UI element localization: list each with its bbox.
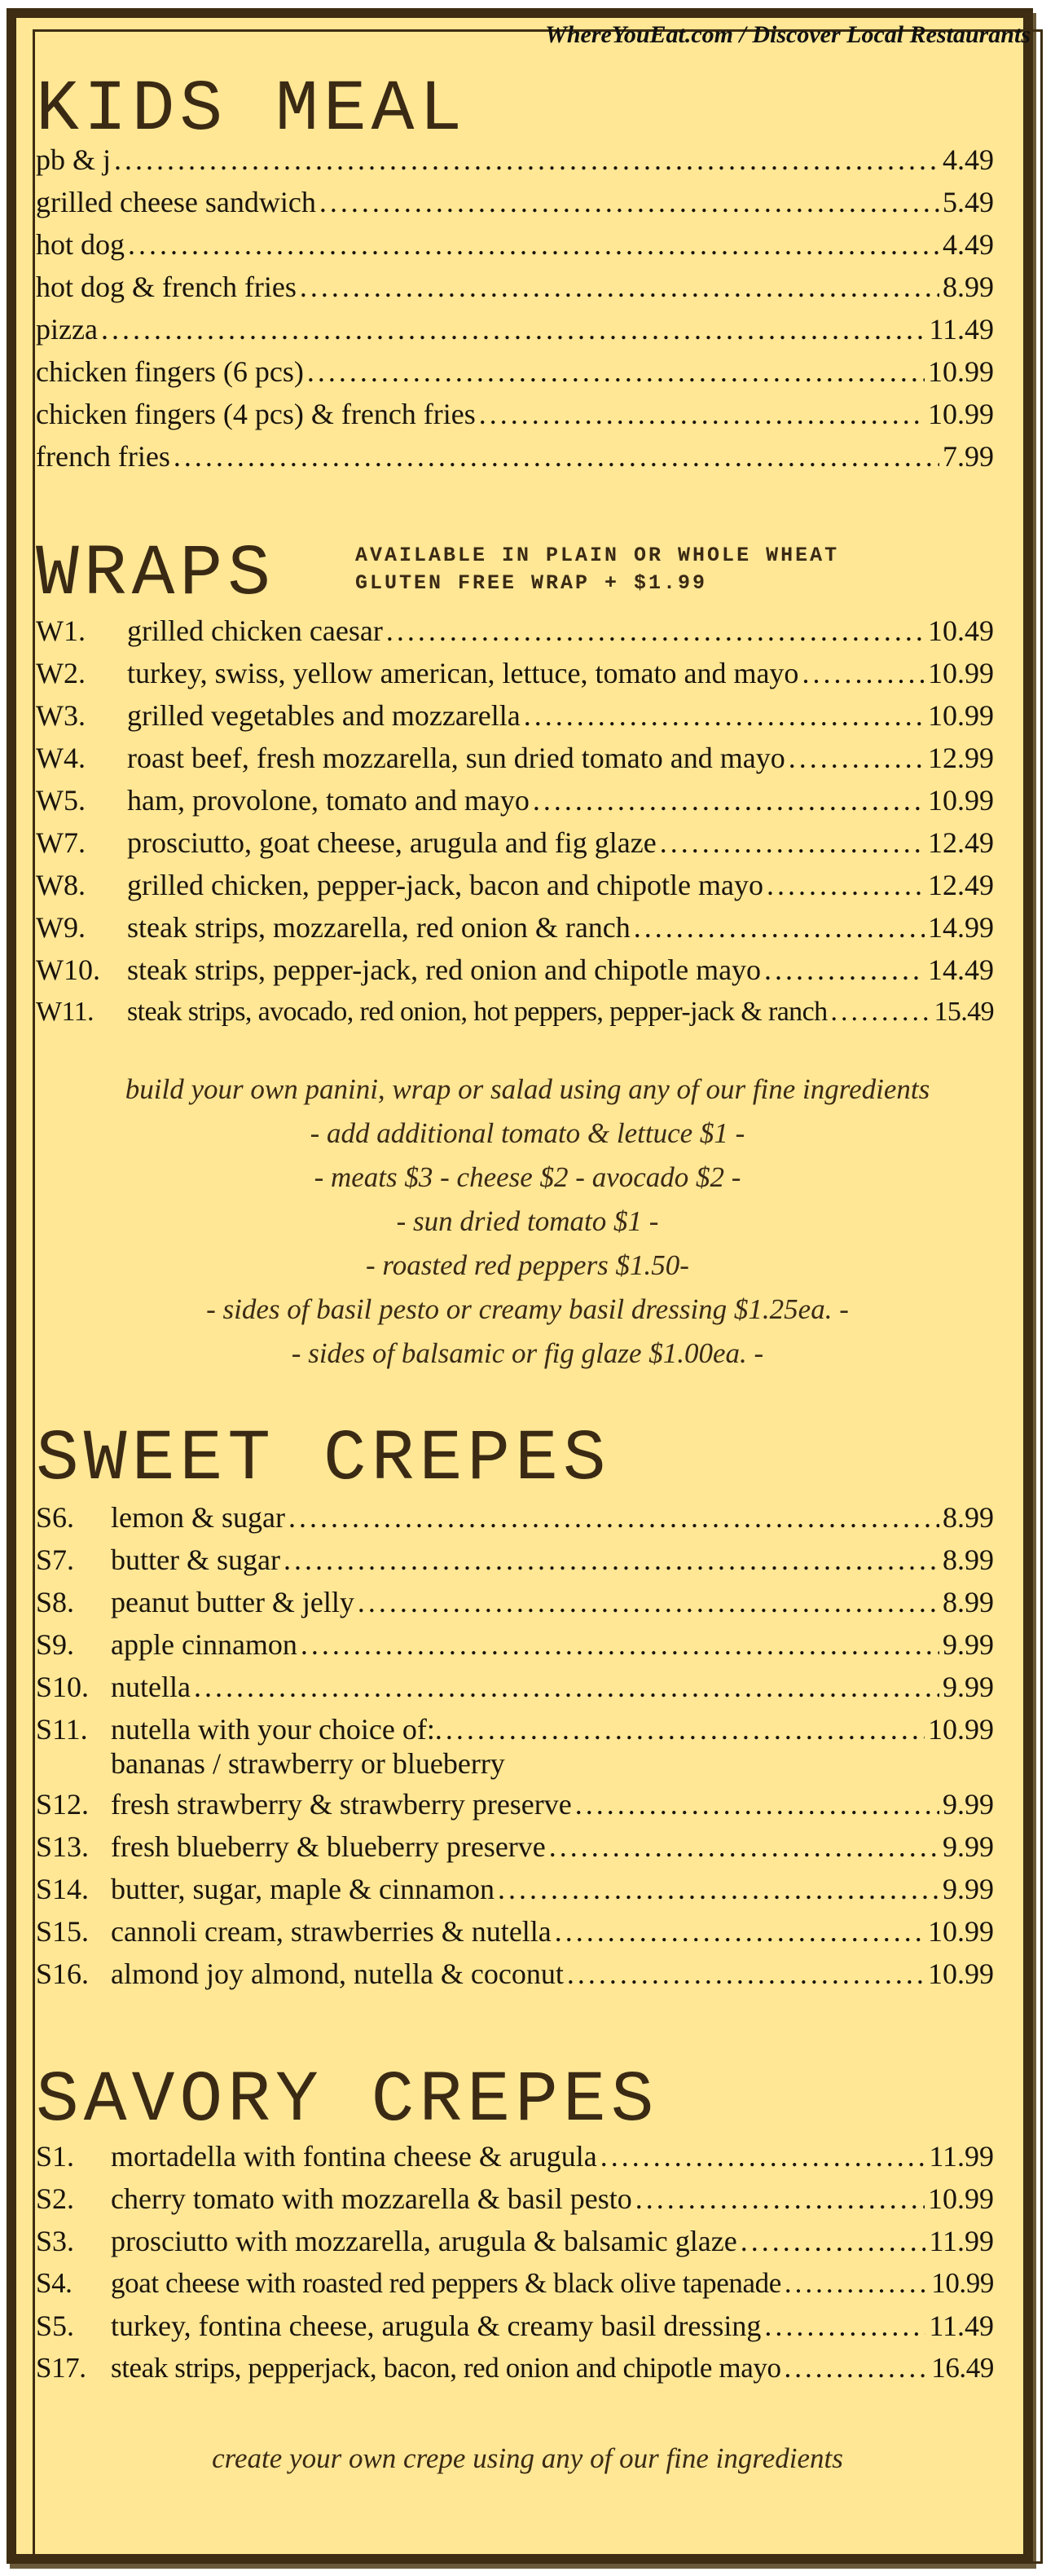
- leader-dots: [785, 2347, 929, 2389]
- item-name: ham, provolone, tomato and mayo: [127, 784, 530, 817]
- menu-item: [36, 139, 994, 181]
- menu-item: [36, 779, 994, 821]
- wraps-list: [36, 610, 994, 1033]
- item-price: 10.99: [931, 2267, 994, 2299]
- item-code: S7.: [36, 1543, 75, 1576]
- item-name: lemon & sugar: [111, 1501, 285, 1534]
- menu-item: [36, 610, 994, 652]
- item-code: W8.: [36, 869, 86, 901]
- item-price: 8.99: [943, 1501, 994, 1534]
- item-code: S12.: [36, 1788, 90, 1821]
- leader-dots: [479, 393, 925, 435]
- item-name: french fries: [36, 440, 170, 473]
- item-price: 10.99: [928, 1915, 994, 1948]
- menu-item: [36, 266, 994, 308]
- leader-dots: [802, 652, 925, 694]
- leader-dots: [300, 266, 939, 308]
- leader-dots: [386, 610, 925, 652]
- leader-dots: [524, 694, 925, 737]
- leader-dots: [307, 350, 925, 393]
- item-name: turkey, fontina cheese, arugula & creamy basil dressing: [111, 2310, 762, 2342]
- item-price: 10.99: [928, 2182, 994, 2215]
- item-code: S17.: [36, 2352, 86, 2384]
- item-code: W10.: [36, 953, 100, 986]
- item-price: 8.99: [943, 271, 994, 303]
- item-name: apple cinnamon: [111, 1628, 297, 1661]
- wraps-title: WRAPS: [36, 535, 276, 615]
- item-code: S2.: [36, 2182, 75, 2215]
- menu-item: [36, 821, 994, 864]
- item-name: mortadella with fontina cheese & arugula: [111, 2140, 597, 2173]
- menu-item: [36, 694, 994, 737]
- menu-item: [36, 223, 994, 266]
- item-code: S6.: [36, 1501, 75, 1534]
- menu-item: [36, 2305, 994, 2347]
- leader-dots: [767, 864, 925, 906]
- item-name: grilled vegetables and mozzarella: [127, 699, 521, 732]
- menu-item: [36, 435, 994, 478]
- leader-dots: [533, 779, 925, 821]
- item-name: chicken fingers (4 pcs) & french fries: [36, 398, 476, 430]
- notes-line: create your own crepe using any of our fine ingredients: [212, 2442, 843, 2474]
- menu-item: [36, 1953, 994, 1995]
- item-price: 9.99: [943, 1873, 994, 1905]
- item-code: W2.: [36, 657, 86, 689]
- item-price: 9.99: [943, 1628, 994, 1661]
- item-name: steak strips, avocado, red onion, hot peppers, pepper-jack & ranch: [127, 997, 828, 1027]
- leader-dots: [660, 821, 925, 864]
- item-price: 9.99: [943, 1671, 994, 1703]
- kids-meal-title: KIDS MEAL: [36, 70, 468, 151]
- item-code: S14.: [36, 1873, 90, 1905]
- item-code: S16.: [36, 1957, 90, 1990]
- leader-dots: [635, 2177, 925, 2220]
- item-name: grilled cheese sandwich: [36, 186, 316, 218]
- leader-dots: [128, 223, 939, 266]
- item-name: roast beef, fresh mozzarella, sun dried tomato and mayo: [127, 742, 785, 774]
- menu-item: [36, 864, 994, 906]
- wraps-note-line1: AVAILABLE IN PLAIN OR WHOLE WHEAT: [355, 544, 840, 567]
- item-name: goat cheese with roasted red peppers & black olive tapenade: [111, 2267, 781, 2299]
- menu-item: [36, 1539, 994, 1581]
- wraps-note: [355, 542, 839, 597]
- item-price: 5.49: [943, 186, 994, 218]
- leader-dots: [284, 1539, 939, 1581]
- item-name: fresh blueberry & blueberry preserve: [111, 1830, 546, 1863]
- menu-item: [36, 308, 994, 350]
- menu-item: [36, 1868, 994, 1910]
- savory-note: [0, 2437, 1055, 2481]
- item-price: 14.99: [928, 911, 994, 944]
- kids-meal-list: [36, 139, 994, 478]
- item-price: 16.49: [931, 2352, 994, 2384]
- item-subline: bananas / strawberry or blueberry: [111, 1747, 505, 1780]
- leader-dots: [446, 1708, 925, 1750]
- item-price: 10.99: [928, 398, 994, 430]
- leader-dots: [785, 2262, 928, 2305]
- savory-crepes-list: [36, 2135, 994, 2389]
- menu-item: [36, 737, 994, 779]
- item-name: hot dog & french fries: [36, 271, 297, 303]
- leader-dots: [764, 2305, 925, 2347]
- item-code: S8.: [36, 1586, 75, 1618]
- leader-dots: [764, 949, 925, 991]
- leader-dots: [549, 1825, 939, 1868]
- item-price: 12.99: [928, 742, 994, 774]
- menu-item: [36, 350, 994, 393]
- menu-item: [36, 1666, 994, 1708]
- leader-dots: [830, 991, 930, 1033]
- item-price: 10.99: [928, 784, 994, 817]
- item-price: 12.49: [928, 869, 994, 901]
- notes-line: - sides of balsamic or fig glaze $1.00ea. -: [291, 1337, 764, 1369]
- leader-dots: [567, 1953, 925, 1995]
- item-price: 11.49: [929, 2310, 994, 2342]
- item-name: steak strips, pepper-jack, red onion and chipotle mayo: [127, 953, 762, 986]
- item-code: W1.: [36, 614, 86, 647]
- item-code: S5.: [36, 2310, 75, 2342]
- item-code: S3.: [36, 2225, 75, 2257]
- menu-item: [36, 906, 994, 949]
- leader-dots: [555, 1910, 925, 1953]
- notes-line: build your own panini, wrap or salad using any of our fine ingredients: [125, 1073, 930, 1105]
- menu-item: [36, 181, 994, 223]
- sweet-crepes-title: SWEET CREPES: [36, 1420, 611, 1500]
- item-name: cannoli cream, strawberries & nutella: [111, 1915, 552, 1948]
- item-price: 10.99: [928, 657, 994, 689]
- leader-dots: [101, 308, 925, 350]
- sweet-crepes-list: [36, 1496, 994, 1995]
- leader-dots: [174, 435, 939, 478]
- menu-item: [36, 2135, 994, 2177]
- item-price: 8.99: [943, 1543, 994, 1576]
- savory-crepes-title: SAVORY CREPES: [36, 2061, 659, 2142]
- leader-dots: [789, 737, 925, 779]
- site-header[interactable]: WhereYouEat.com / Discover Local Restaurants: [545, 21, 1031, 48]
- item-name: nutella: [111, 1671, 191, 1703]
- item-code: W9.: [36, 911, 86, 944]
- menu-item: [36, 1783, 994, 1825]
- item-name: pb & j: [36, 143, 112, 176]
- item-name: grilled chicken caesar: [127, 614, 383, 647]
- menu-item: [36, 2262, 994, 2305]
- item-name: nutella with your choice of:.: [111, 1713, 442, 1746]
- item-name: pizza: [36, 313, 98, 346]
- leader-dots: [600, 2135, 926, 2177]
- item-name: prosciutto with mozzarella, arugula & balsamic glaze: [111, 2225, 737, 2257]
- item-price: 11.99: [929, 2140, 994, 2173]
- leader-dots: [301, 1623, 939, 1666]
- menu-item: [36, 652, 994, 694]
- menu-item: [36, 2220, 994, 2262]
- item-name: steak strips, mozzarella, red onion & ranch: [127, 911, 631, 944]
- wraps-notes: [0, 1068, 1055, 1376]
- item-name: grilled chicken, pepper-jack, bacon and chipotle mayo: [127, 869, 763, 901]
- item-code: S11.: [36, 1713, 88, 1746]
- item-price: 10.99: [928, 699, 994, 732]
- leader-dots: [288, 1496, 939, 1539]
- item-price: 7.99: [943, 440, 994, 473]
- item-code: S10.: [36, 1671, 90, 1703]
- leader-dots: [741, 2220, 926, 2262]
- leader-dots: [634, 906, 925, 949]
- item-code: W5.: [36, 784, 86, 817]
- item-price: 9.99: [943, 1830, 994, 1863]
- item-price: 8.99: [943, 1586, 994, 1618]
- item-price: 14.49: [928, 953, 994, 986]
- item-price: 4.49: [943, 228, 994, 261]
- item-name: prosciutto, goat cheese, arugula and fig glaze: [127, 826, 657, 859]
- item-price: 10.49: [928, 614, 994, 647]
- item-price: 9.99: [943, 1788, 994, 1821]
- menu-item: [36, 1581, 994, 1623]
- menu-item: [36, 393, 994, 435]
- leader-dots: [498, 1868, 939, 1910]
- wraps-note-line2: GLUTEN FREE WRAP + $1.99: [355, 571, 708, 595]
- notes-line: - roasted red peppers $1.50-: [366, 1249, 689, 1281]
- notes-line: - sun dried tomato $1 -: [396, 1205, 659, 1237]
- item-price: 15.49: [934, 997, 994, 1027]
- item-code: W11.: [36, 997, 94, 1027]
- leader-dots: [114, 139, 939, 181]
- item-price: 10.99: [928, 1957, 994, 1990]
- item-name: almond joy almond, nutella & coconut: [111, 1957, 564, 1990]
- item-name: butter & sugar: [111, 1543, 280, 1576]
- item-code: W3.: [36, 699, 86, 732]
- menu-item: [36, 1825, 994, 1868]
- item-price: 10.99: [928, 355, 994, 388]
- item-name: peanut butter & jelly: [111, 1586, 354, 1618]
- leader-dots: [319, 181, 939, 223]
- menu-item: [36, 2177, 994, 2220]
- item-name: steak strips, pepperjack, bacon, red onion and chipotle mayo: [111, 2352, 781, 2384]
- leader-dots: [194, 1666, 939, 1708]
- item-code: W7.: [36, 826, 86, 859]
- menu-item: [36, 949, 994, 991]
- item-price: 12.49: [928, 826, 994, 859]
- item-price: 11.49: [929, 313, 994, 346]
- item-code: S1.: [36, 2140, 75, 2173]
- item-price: 10.99: [928, 1713, 994, 1746]
- item-code: S15.: [36, 1915, 90, 1948]
- menu-item: [36, 1623, 994, 1666]
- item-name: chicken fingers (6 pcs): [36, 355, 304, 388]
- leader-dots: [575, 1783, 939, 1825]
- notes-line: - sides of basil pesto or creamy basil dressing $1.25ea. -: [206, 1293, 849, 1325]
- menu-item: [36, 991, 994, 1033]
- item-code: W4.: [36, 742, 86, 774]
- item-name: butter, sugar, maple & cinnamon: [111, 1873, 495, 1905]
- menu-item: [36, 1708, 994, 1750]
- item-price: 11.99: [929, 2225, 994, 2257]
- item-name: hot dog: [36, 228, 125, 261]
- menu-item: [36, 1496, 994, 1539]
- item-code: S9.: [36, 1628, 75, 1661]
- leader-dots: [358, 1581, 939, 1623]
- item-name: fresh strawberry & strawberry preserve: [111, 1788, 572, 1821]
- notes-line: - add additional tomato & lettuce $1 -: [310, 1117, 745, 1149]
- menu-item: [36, 2347, 994, 2389]
- item-code: S13.: [36, 1830, 90, 1863]
- item-price: 4.49: [943, 143, 994, 176]
- item-name: turkey, swiss, yellow american, lettuce, tomato and mayo: [127, 657, 799, 689]
- notes-line: - meats $3 - cheese $2 - avocado $2 -: [314, 1161, 741, 1193]
- menu-item: [36, 1910, 994, 1953]
- item-name: cherry tomato with mozzarella & basil pesto: [111, 2182, 632, 2215]
- item-code: S4.: [36, 2267, 73, 2299]
